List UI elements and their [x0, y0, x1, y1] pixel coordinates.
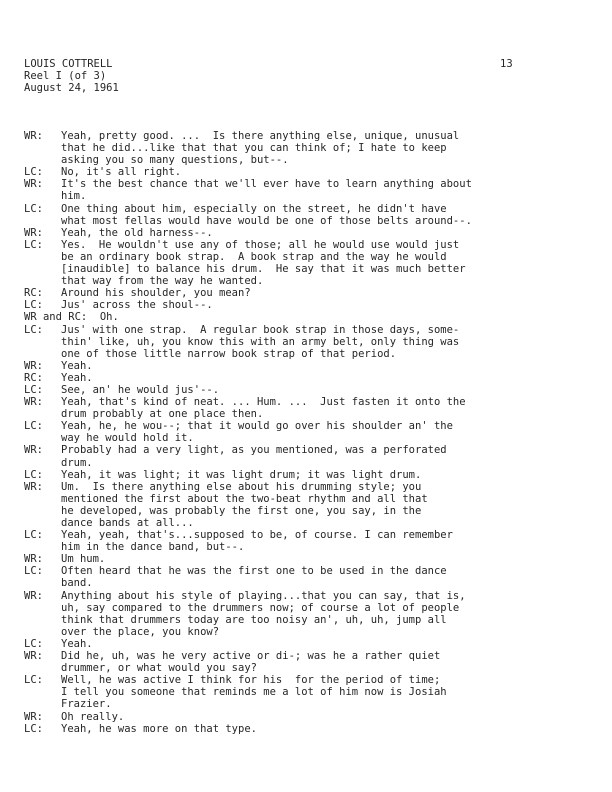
utterance	[61, 711, 584, 723]
utterance	[61, 166, 584, 178]
transcript-turn	[24, 239, 584, 287]
utterance-line: Jus' across the shoul--.	[61, 299, 213, 312]
utterance-line: Jus' with one strap. A regular book strap in those days, some-	[61, 323, 460, 336]
transcript-turn	[24, 227, 584, 239]
utterance	[61, 287, 584, 299]
utterance	[61, 565, 584, 589]
utterance-line: Yeah, it was light; it was light drum; it was light drum.	[61, 468, 422, 481]
utterance-line: him in the dance band, but--.	[61, 541, 245, 554]
utterance	[61, 723, 584, 735]
transcript-turn	[24, 711, 584, 723]
utterance	[61, 299, 584, 311]
utterance	[61, 469, 584, 481]
utterance	[61, 553, 584, 565]
utterance-line: Yeah, he, he wou--; that it would go over his shoulder an' the	[61, 420, 453, 433]
utterance-line: what most fellas would have would be one of those belts around--.	[61, 214, 472, 227]
utterance-line: that way from the way he wanted.	[61, 275, 264, 288]
transcript-turn	[24, 311, 584, 323]
interviewee-name: LOUIS COTTRELL	[24, 58, 113, 70]
utterance-line: Frazier.	[61, 698, 112, 711]
utterance-line: Yeah.	[61, 359, 93, 372]
transcript-turn	[24, 674, 584, 710]
utterance-line: Yeah, that's kind of neat. ... Hum. ... Just fasten it onto the	[61, 396, 466, 409]
utterance-line: Yeah, he was more on that type.	[61, 722, 257, 735]
utterance-line: Did he, uh, was he very active or di-; was he a rather quiet	[61, 650, 441, 663]
utterance-line: Often heard that he was the first one to be used in the dance	[61, 565, 447, 578]
transcript-turn	[24, 481, 584, 529]
transcript-turn	[24, 723, 584, 735]
utterance-line: See, an' he would jus'--.	[61, 383, 220, 396]
speaker-label: LC:	[24, 637, 43, 650]
interview-date: August 24, 1961	[24, 82, 119, 95]
transcript-turn	[24, 324, 584, 360]
utterance-line: Yeah, pretty good. ... Is there anything else, unique, unusual	[61, 130, 460, 142]
page-number: 13	[500, 58, 513, 70]
page-header	[24, 58, 119, 94]
utterance-line: thin' like, uh, you know this with an army belt, only thing was	[61, 335, 460, 348]
utterance-line: asking you so many questions, but--.	[61, 154, 289, 167]
utterance	[61, 590, 584, 638]
utterance-line: uh, say compared to the drummers now; of course a lot of people	[61, 601, 460, 614]
speaker-label: LC:	[24, 565, 43, 578]
utterance	[61, 384, 584, 396]
utterance	[61, 360, 584, 372]
utterance	[61, 481, 584, 529]
speaker-label: WR:	[24, 553, 43, 566]
utterance-line: Yes. He wouldn't use any of those; all he would use would just	[61, 238, 460, 251]
speaker-label: RC:	[24, 287, 43, 300]
transcript-body	[24, 130, 584, 735]
speaker-label: LC:	[24, 299, 43, 312]
speaker-label: WR:	[24, 396, 43, 409]
utterance-line: him.	[61, 190, 87, 203]
utterance	[61, 324, 584, 360]
utterance-line: band.	[61, 577, 93, 590]
speaker-label: WR:	[24, 650, 43, 663]
utterance	[61, 227, 584, 239]
speaker-label: WR:	[24, 226, 43, 239]
transcript-turn	[24, 166, 584, 178]
utterance	[61, 650, 584, 674]
utterance-line: drum.	[61, 456, 93, 469]
transcript-turn	[24, 420, 584, 444]
transcript-turn	[24, 638, 584, 650]
utterance	[61, 444, 584, 468]
speaker-label: LC:	[24, 202, 43, 215]
utterance-line: Yeah.	[61, 637, 93, 650]
transcript-turn	[24, 384, 584, 396]
utterance-line: drummer, or what would you say?	[61, 662, 257, 675]
utterance	[61, 239, 584, 287]
utterance-line: mentioned the first about the two-beat rhythm and all that	[61, 492, 428, 505]
utterance-line: Um hum.	[61, 553, 106, 566]
transcript-turn	[24, 590, 584, 638]
utterance-line: way he would hold it.	[61, 432, 194, 445]
utterance-line: One thing about him, especially on the street, he didn't have	[61, 202, 447, 215]
utterance-line: Around his shoulder, you mean?	[61, 287, 251, 300]
transcript-turn	[24, 360, 584, 372]
speaker-label: WR:	[24, 480, 43, 493]
utterance-line: Um. Is there anything else about his drumming style; you	[61, 480, 422, 493]
transcript-turn	[24, 650, 584, 674]
utterance	[61, 203, 584, 227]
utterance-line: Oh really.	[61, 710, 125, 723]
speaker-label: LC:	[24, 722, 43, 735]
utterance	[61, 372, 584, 384]
speaker-label: WR:	[24, 130, 43, 142]
transcript-turn	[24, 178, 584, 202]
speaker-label: LC:	[24, 529, 43, 542]
speaker-label: LC:	[24, 238, 43, 251]
utterance-line: think that drummers today are too noisy an', uh, uh, jump all	[61, 613, 447, 626]
utterance	[61, 420, 584, 444]
transcript-turn	[24, 130, 584, 166]
utterance-line: drum probably at one place then.	[61, 408, 264, 421]
speaker-label: WR and RC: Oh.	[24, 311, 119, 324]
speaker-label: WR:	[24, 359, 43, 372]
transcript-turn	[24, 203, 584, 227]
transcript-turn	[24, 444, 584, 468]
transcript-turn	[24, 372, 584, 384]
transcript-turn	[24, 529, 584, 553]
utterance	[61, 529, 584, 553]
utterance-line: one of those little narrow book strap of that period.	[61, 347, 397, 360]
reel-label: Reel I (of 3)	[24, 70, 107, 83]
utterance	[61, 130, 584, 166]
speaker-label: RC:	[24, 371, 43, 384]
utterance	[61, 178, 584, 202]
utterance	[61, 396, 584, 420]
transcript-turn	[24, 469, 584, 481]
speaker-label: LC:	[24, 468, 43, 481]
utterance-line: No, it's all right.	[61, 166, 182, 179]
transcript-turn	[24, 553, 584, 565]
utterance-line: he developed, was probably the first one, you say, in the	[61, 504, 422, 517]
utterance-line: over the place, you know?	[61, 625, 220, 638]
utterance	[61, 674, 584, 710]
transcript-turn	[24, 287, 584, 299]
utterance	[61, 638, 584, 650]
speaker-label: WR:	[24, 178, 43, 191]
speaker-label: WR:	[24, 589, 43, 602]
utterance-line: Oh.	[87, 311, 119, 324]
utterance-line: [inaudible] to balance his drum. He say that it was much better	[61, 263, 466, 276]
transcript-turn	[24, 299, 584, 311]
speaker-label: LC:	[24, 383, 43, 396]
utterance-line: Probably had a very light, as you mentioned, was a perforated	[61, 444, 447, 457]
speaker-label: WR:	[24, 710, 43, 723]
speaker-label: WR:	[24, 444, 43, 457]
utterance-line: Yeah.	[61, 371, 93, 384]
utterance-line: Anything about his style of playing...that you can say, that is,	[61, 589, 466, 602]
transcript-turn	[24, 396, 584, 420]
utterance-line: Yeah, yeah, that's...supposed to be, of course. I can remember	[61, 529, 453, 542]
speaker-label: LC:	[24, 323, 43, 336]
speaker-label: LC:	[24, 674, 43, 687]
utterance-line: Well, he was active I think for his for the period of time;	[61, 674, 441, 687]
utterance-line: be an ordinary book strap. A book strap and the way he would	[61, 250, 447, 263]
speaker-label: LC:	[24, 420, 43, 433]
utterance-line: Yeah, the old harness--.	[61, 226, 213, 239]
utterance-line: It's the best chance that we'll ever have to learn anything about	[61, 178, 472, 191]
speaker-label: LC:	[24, 166, 43, 179]
transcript-turn	[24, 565, 584, 589]
utterance-line: I tell you someone that reminds me a lot of him now is Josiah	[61, 686, 447, 699]
utterance-line: dance bands at all...	[61, 517, 194, 529]
utterance-line: that he did...like that that you can think of; I hate to keep	[61, 142, 447, 155]
